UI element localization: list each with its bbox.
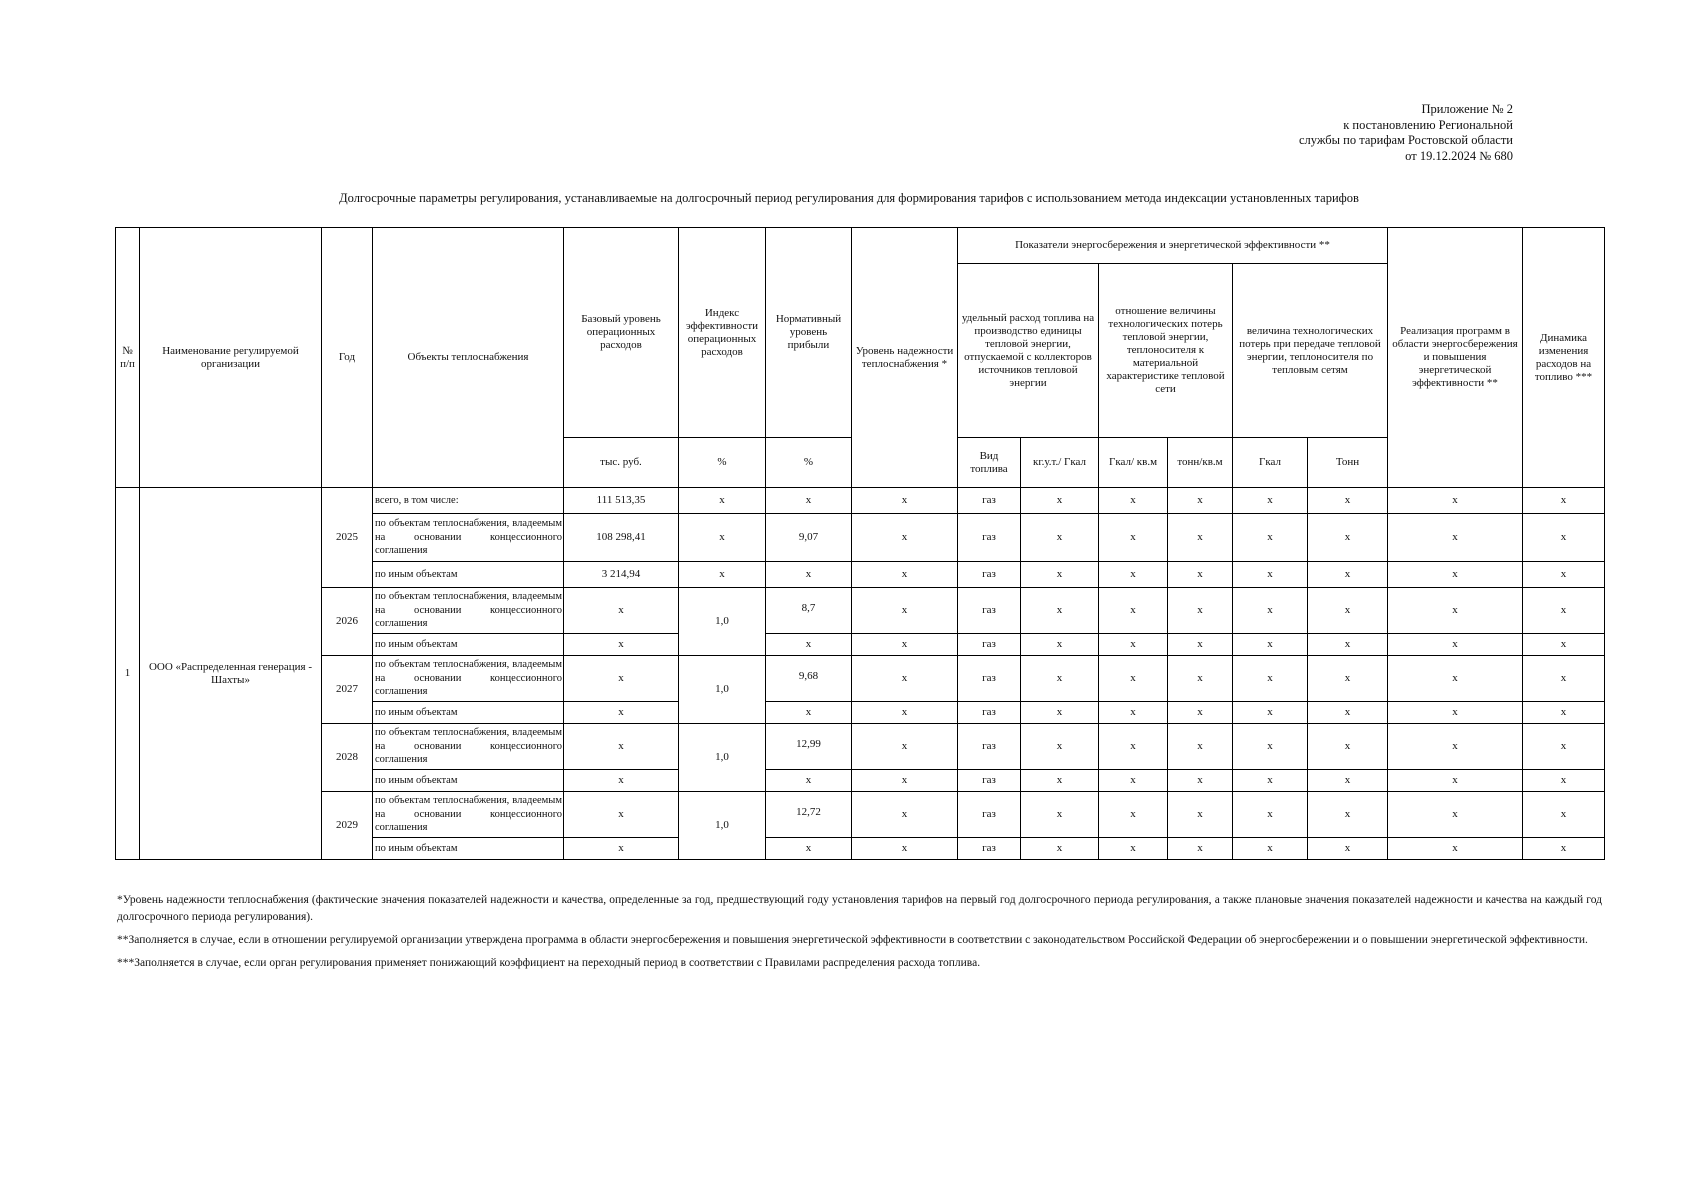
- profit-cell: х: [766, 488, 852, 514]
- fuel-dynamics-cell: х: [1523, 562, 1605, 588]
- unit-fuel-type: Вид топлива: [958, 438, 1021, 488]
- reliability-cell: х: [852, 656, 958, 702]
- object-label-cell: по иным объектам: [373, 562, 564, 588]
- header-objects: Объекты теплоснабжения: [373, 228, 564, 488]
- object-label-cell: по объектам теплоснабжения, владеемым на основании концессионного соглашения: [373, 724, 564, 770]
- footnotes: [117, 892, 1602, 978]
- losses-heat-cell: х: [1233, 488, 1308, 514]
- base-level-cell: х: [564, 702, 679, 724]
- fuel-rate-cell: х: [1021, 514, 1099, 562]
- losses-heat-cell: х: [1233, 562, 1308, 588]
- programs-cell: х: [1388, 724, 1523, 770]
- ratio-carrier-cell: х: [1168, 588, 1233, 634]
- losses-heat-cell: х: [1233, 792, 1308, 838]
- appendix-authority: службы по тарифам Ростовской области: [1298, 133, 1513, 147]
- fuel-dynamics-cell: х: [1523, 770, 1605, 792]
- appendix-block: [1299, 102, 1513, 164]
- appendix-number: Приложение № 2: [1421, 102, 1513, 116]
- index-cell: 1,0: [679, 792, 766, 860]
- reliability-cell: х: [852, 562, 958, 588]
- profit-cell: 9,68: [766, 656, 852, 702]
- profit-cell: х: [766, 838, 852, 860]
- base-level-cell: х: [564, 792, 679, 838]
- table-row: [116, 588, 1605, 634]
- base-level-cell: х: [564, 770, 679, 792]
- fuel-dynamics-cell: х: [1523, 838, 1605, 860]
- fuel-rate-cell: х: [1021, 588, 1099, 634]
- table-body: [116, 488, 1605, 860]
- year-cell: 2028: [322, 724, 373, 792]
- index-cell: 1,0: [679, 724, 766, 792]
- fuel-rate-cell: х: [1021, 702, 1099, 724]
- losses-carrier-cell: х: [1308, 588, 1388, 634]
- header-reliability: Уровень надежности теплоснабжения *: [852, 228, 958, 488]
- profit-cell: х: [766, 634, 852, 656]
- reliability-cell: х: [852, 634, 958, 656]
- table-row: [116, 792, 1605, 838]
- ratio-heat-cell: х: [1099, 724, 1168, 770]
- year-cell: 2026: [322, 588, 373, 656]
- programs-cell: х: [1388, 838, 1523, 860]
- unit-ratio-heat: Гкал/ кв.м: [1099, 438, 1168, 488]
- profit-cell: 8,7: [766, 588, 852, 634]
- base-level-cell: х: [564, 724, 679, 770]
- fuel-rate-cell: х: [1021, 488, 1099, 514]
- reliability-cell: х: [852, 770, 958, 792]
- reliability-cell: х: [852, 838, 958, 860]
- object-label-cell: по иным объектам: [373, 634, 564, 656]
- profit-cell: х: [766, 702, 852, 724]
- ratio-heat-cell: х: [1099, 562, 1168, 588]
- programs-cell: х: [1388, 792, 1523, 838]
- index-cell: 1,0: [679, 656, 766, 724]
- fuel-rate-cell: х: [1021, 838, 1099, 860]
- document-title: Долгосрочные параметры регулирования, устанавливаемые на долгосрочный период регулирования для формирования тарифов с использованием метода индексации установленных тарифов: [339, 191, 1359, 205]
- index-cell: х: [679, 562, 766, 588]
- base-level-cell: х: [564, 838, 679, 860]
- header-energy-group: Показатели энергосбережения и энергетической эффективности **: [958, 228, 1388, 264]
- fuel-dynamics-cell: х: [1523, 702, 1605, 724]
- programs-cell: х: [1388, 656, 1523, 702]
- ratio-heat-cell: х: [1099, 702, 1168, 724]
- ratio-heat-cell: х: [1099, 770, 1168, 792]
- year-cell: 2027: [322, 656, 373, 724]
- losses-carrier-cell: х: [1308, 488, 1388, 514]
- header-num: № п/п: [116, 228, 140, 488]
- fuel-rate-cell: х: [1021, 634, 1099, 656]
- base-level-cell: х: [564, 588, 679, 634]
- ratio-heat-cell: х: [1099, 838, 1168, 860]
- ratio-carrier-cell: х: [1168, 656, 1233, 702]
- losses-heat-cell: х: [1233, 514, 1308, 562]
- losses-carrier-cell: х: [1308, 514, 1388, 562]
- base-level-cell: 111 513,35: [564, 488, 679, 514]
- reliability-cell: х: [852, 588, 958, 634]
- programs-cell: х: [1388, 702, 1523, 724]
- unit-losses-heat: Гкал: [1233, 438, 1308, 488]
- ratio-heat-cell: х: [1099, 514, 1168, 562]
- reliability-cell: х: [852, 724, 958, 770]
- fuel-type-cell: газ: [958, 562, 1021, 588]
- header-base-level: Базовый уровень операционных расходов: [564, 228, 679, 438]
- ratio-carrier-cell: х: [1168, 724, 1233, 770]
- losses-heat-cell: х: [1233, 588, 1308, 634]
- ratio-heat-cell: х: [1099, 634, 1168, 656]
- losses-carrier-cell: х: [1308, 792, 1388, 838]
- programs-cell: х: [1388, 588, 1523, 634]
- fuel-rate-cell: х: [1021, 724, 1099, 770]
- losses-carrier-cell: х: [1308, 770, 1388, 792]
- programs-cell: х: [1388, 770, 1523, 792]
- ratio-heat-cell: х: [1099, 656, 1168, 702]
- losses-heat-cell: х: [1233, 724, 1308, 770]
- object-label-cell: по объектам теплоснабжения, владеемым на основании концессионного соглашения: [373, 792, 564, 838]
- profit-cell: 12,72: [766, 792, 852, 838]
- ratio-heat-cell: х: [1099, 488, 1168, 514]
- object-label-cell: по объектам теплоснабжения, владеемым на основании концессионного соглашения: [373, 514, 564, 562]
- fuel-dynamics-cell: х: [1523, 488, 1605, 514]
- fuel-rate-cell: х: [1021, 656, 1099, 702]
- unit-fuel-rate: кг.у.т./ Гкал: [1021, 438, 1099, 488]
- fuel-type-cell: газ: [958, 488, 1021, 514]
- profit-cell: 12,99: [766, 724, 852, 770]
- ratio-carrier-cell: х: [1168, 792, 1233, 838]
- ratio-carrier-cell: х: [1168, 634, 1233, 656]
- ratio-heat-cell: х: [1099, 588, 1168, 634]
- year-cell: 2025: [322, 488, 373, 588]
- programs-cell: х: [1388, 562, 1523, 588]
- table-row: [116, 656, 1605, 702]
- object-label-cell: по иным объектам: [373, 838, 564, 860]
- table-row: [116, 724, 1605, 770]
- ratio-carrier-cell: х: [1168, 702, 1233, 724]
- appendix-date: от 19.12.2024 № 680: [1405, 148, 1513, 163]
- base-level-cell: х: [564, 634, 679, 656]
- object-label-cell: по объектам теплоснабжения, владеемым на основании концессионного соглашения: [373, 588, 564, 634]
- unit-ratio-carrier: тонн/кв.м: [1168, 438, 1233, 488]
- footnote-2: **Заполняется в случае, если в отношении регулируемой организации утверждена программа в области энергосбережения и повышения энергетической эффективности в соответствии с законодательством Российской Федерации об энергосбережении и о повышении энергетической эффективности.: [117, 934, 1588, 946]
- header-profit-level: Нормативный уровень прибыли: [766, 228, 852, 438]
- year-cell: 2029: [322, 792, 373, 860]
- index-cell: 1,0: [679, 588, 766, 656]
- losses-heat-cell: х: [1233, 770, 1308, 792]
- header-fuel-rate: удельный расход топлива на производство единицы тепловой энергии, отпускаемой с коллекторов источников тепловой энергии: [958, 264, 1099, 438]
- losses-heat-cell: х: [1233, 702, 1308, 724]
- profit-cell: 9,07: [766, 514, 852, 562]
- fuel-type-cell: газ: [958, 838, 1021, 860]
- profit-cell: х: [766, 770, 852, 792]
- fuel-dynamics-cell: х: [1523, 588, 1605, 634]
- fuel-dynamics-cell: х: [1523, 792, 1605, 838]
- losses-carrier-cell: х: [1308, 724, 1388, 770]
- unit-profit: %: [766, 438, 852, 488]
- unit-losses-carrier: Тонн: [1308, 438, 1388, 488]
- fuel-dynamics-cell: х: [1523, 656, 1605, 702]
- programs-cell: х: [1388, 514, 1523, 562]
- losses-carrier-cell: х: [1308, 634, 1388, 656]
- object-label-cell: по иным объектам: [373, 770, 564, 792]
- base-level-cell: 3 214,94: [564, 562, 679, 588]
- header-efficiency-index: Индекс эффективности операционных расходов: [679, 228, 766, 438]
- reliability-cell: х: [852, 702, 958, 724]
- losses-carrier-cell: х: [1308, 656, 1388, 702]
- losses-heat-cell: х: [1233, 634, 1308, 656]
- org-number-cell: 1: [116, 488, 140, 860]
- fuel-type-cell: газ: [958, 724, 1021, 770]
- reliability-cell: х: [852, 488, 958, 514]
- org-name-cell: ООО «Распределенная генерация - Шахты»: [140, 488, 322, 860]
- fuel-type-cell: газ: [958, 656, 1021, 702]
- reliability-cell: х: [852, 792, 958, 838]
- ratio-carrier-cell: х: [1168, 770, 1233, 792]
- fuel-dynamics-cell: х: [1523, 514, 1605, 562]
- header-losses: величина технологических потерь при передаче тепловой энергии, теплоносителя по тепловым сетям: [1233, 264, 1388, 438]
- index-cell: х: [679, 488, 766, 514]
- ratio-heat-cell: х: [1099, 792, 1168, 838]
- fuel-rate-cell: х: [1021, 562, 1099, 588]
- fuel-rate-cell: х: [1021, 770, 1099, 792]
- table-row: [116, 488, 1605, 514]
- ratio-carrier-cell: х: [1168, 488, 1233, 514]
- losses-carrier-cell: х: [1308, 838, 1388, 860]
- fuel-type-cell: газ: [958, 702, 1021, 724]
- fuel-type-cell: газ: [958, 588, 1021, 634]
- programs-cell: х: [1388, 488, 1523, 514]
- fuel-type-cell: газ: [958, 792, 1021, 838]
- losses-heat-cell: х: [1233, 838, 1308, 860]
- index-cell: х: [679, 514, 766, 562]
- header-fuel-dynamics: Динамика изменения расходов на топливо ***: [1523, 228, 1605, 488]
- base-level-cell: 108 298,41: [564, 514, 679, 562]
- header-year: Год: [322, 228, 373, 488]
- losses-carrier-cell: х: [1308, 702, 1388, 724]
- fuel-dynamics-cell: х: [1523, 724, 1605, 770]
- unit-base: тыс. руб.: [564, 438, 679, 488]
- fuel-type-cell: газ: [958, 514, 1021, 562]
- fuel-type-cell: газ: [958, 634, 1021, 656]
- footnote-1: *Уровень надежности теплоснабжения (фактические значения показателей надежности и качества, определенные за год, предшествующий году установления тарифов на первый год долгосрочного периода регулирования, а также плановые значения показателей надежности и качества на каждый год долгосрочного периода регулирования).: [117, 894, 1602, 923]
- header-loss-ratio: отношение величины технологических потерь тепловой энергии, теплоносителя к материальной характеристике тепловой сети: [1099, 264, 1233, 438]
- programs-cell: х: [1388, 634, 1523, 656]
- ratio-carrier-cell: х: [1168, 562, 1233, 588]
- reliability-cell: х: [852, 514, 958, 562]
- object-label-cell: всего, в том числе:: [373, 488, 564, 514]
- fuel-dynamics-cell: х: [1523, 634, 1605, 656]
- ratio-carrier-cell: х: [1168, 514, 1233, 562]
- header-org: Наименование регулируемой организации: [140, 228, 322, 488]
- object-label-cell: по иным объектам: [373, 702, 564, 724]
- unit-index: %: [679, 438, 766, 488]
- object-label-cell: по объектам теплоснабжения, владеемым на основании концессионного соглашения: [373, 656, 564, 702]
- footnote-3: ***Заполняется в случае, если орган регулирования применяет понижающий коэффициент на переходный период в соответствии с Правилами распределения расхода топлива.: [117, 957, 981, 969]
- header-programs: Реализация программ в области энергосбережения и повышения энергетической эффективности **: [1388, 228, 1523, 488]
- appendix-reference: к постановлению Региональной: [1343, 117, 1513, 132]
- parameters-table: [115, 227, 1605, 860]
- losses-heat-cell: х: [1233, 656, 1308, 702]
- ratio-carrier-cell: х: [1168, 838, 1233, 860]
- fuel-type-cell: газ: [958, 770, 1021, 792]
- losses-carrier-cell: х: [1308, 562, 1388, 588]
- fuel-rate-cell: х: [1021, 792, 1099, 838]
- base-level-cell: х: [564, 656, 679, 702]
- profit-cell: х: [766, 562, 852, 588]
